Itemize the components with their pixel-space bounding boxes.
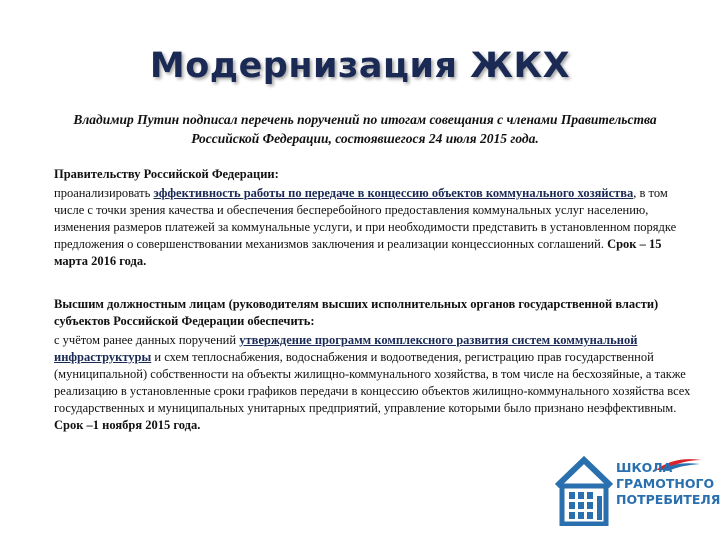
page-title: Модернизация ЖКХ: [149, 46, 571, 86]
deadline-text: Срок – 15 марта 2016 года.: [54, 237, 662, 268]
body-text: проанализировать: [54, 186, 154, 200]
school-logo: [554, 456, 720, 526]
highlight-text: эффективность работы по передаче в концессию объектов коммунального хозяйства: [153, 186, 634, 200]
body-text: , в том числе с точки зрения качества и обеспечения бесперебойного предоставления коммунальных услуг населению, изменения размеров платежей за коммунальные услуги, и при необходимости представить в установленном порядке предложения о совершенствовании механизмов заключения и реализации концессионных соглашений.: [54, 186, 677, 251]
house-building-icon: [554, 456, 614, 526]
regional-officials-section: [54, 296, 694, 434]
deadline-text: Срок –1 ноября 2015 года.: [54, 418, 201, 432]
highlight-text: утверждение программ комплексного развития систем коммунальной инфраструктуры: [54, 333, 638, 364]
body-text: с учётом ранее данных поручений: [54, 333, 240, 347]
logo-line-3: ПОТРЕБИТЕЛЯ: [616, 492, 720, 507]
logo-line-2: ГРАМОТНОГО: [616, 476, 715, 491]
section-body: [54, 185, 694, 270]
section-heading: Правительству Российской Федерации:: [54, 167, 279, 181]
section-heading: Высшим должностным лицам (руководителям высших исполнительных органов государственной власти) субъектов Российской Федерации обеспечить:: [54, 297, 659, 328]
government-section: [54, 166, 694, 270]
logo-line-1: ШКОЛА: [616, 460, 673, 475]
intro-paragraph: Владимир Путин подписал перечень поручений по итогам совещания с членами Правительства Российской Федерации, состоявшегося 24 июля 2015 года.: [73, 112, 657, 146]
logo-text: [616, 460, 720, 508]
body-text: и схем теплоснабжения, водоснабжения и водоотведения, регистрацию прав государственной (муниципальной) собственности на объекты жилищно-коммунального хозяйства, в том числе на бесхозяйные, а также реализацию в установленные сроки графиков передачи в концессию объектов жилищно-коммунального хозяйства всех государственных и муниципальных унитарных предприятий, управление которыми было признано неэффективным.: [54, 350, 691, 415]
section-body: [54, 332, 694, 434]
